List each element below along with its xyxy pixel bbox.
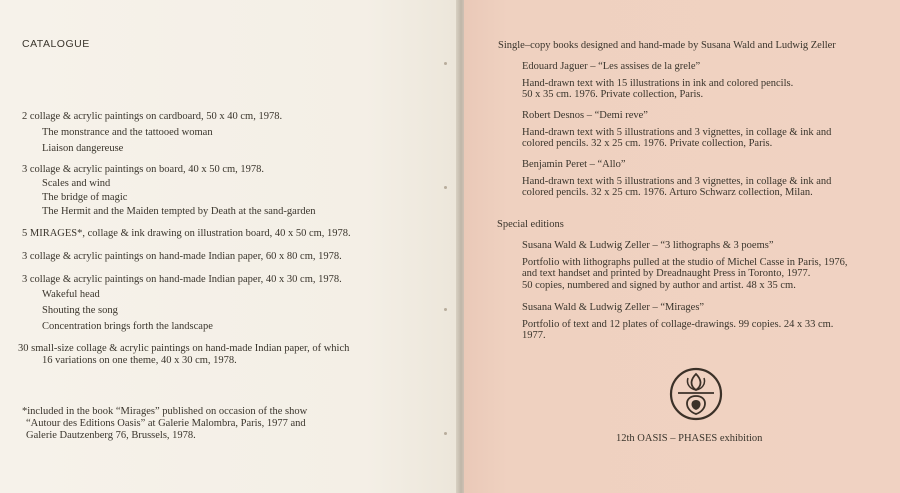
artwork-title: The bridge of magic <box>42 192 128 203</box>
special-edition-title: Susana Wald & Ludwig Zeller – “3 lithographs & 3 poems” <box>522 240 774 251</box>
book-description-line: colored pencils. 32 x 25 cm. 1976. Arturo Schwarz collection, Milan. <box>522 187 813 198</box>
special-edition-line: Portfolio with lithographs pulled at the studio of Michel Casse in Paris, 1976, <box>522 257 848 268</box>
footnote-line: Galerie Dautzenberg 76, Brussels, 1978. <box>26 430 196 441</box>
special-edition-line: 1977. <box>522 330 546 341</box>
book-description-line: Hand-drawn text with 15 illustrations in ink and colored pencils. <box>522 78 794 89</box>
artwork-title: The monstrance and the tattooed woman <box>42 127 213 138</box>
catalogue-group-4-heading: 3 collage & acrylic paintings on hand-made Indian paper, 60 x 80 cm, 1978. <box>22 251 342 262</box>
catalogue-group-1-heading: 2 collage & acrylic paintings on cardboard, 50 x 40 cm, 1978. <box>22 111 283 122</box>
right-page <box>464 0 900 493</box>
artwork-title: The Hermit and the Maiden tempted by Death at the sand-garden <box>42 206 316 217</box>
special-edition-line: Portfolio of text and 12 plates of collage-drawings. 99 copies. 24 x 33 cm. <box>522 319 834 330</box>
oasis-flower-emblem-icon <box>668 366 724 422</box>
special-edition-line: 50 copies, numbered and signed by author and artist. 48 x 35 cm. <box>522 280 796 291</box>
catalogue-heading: CATALOGUE <box>22 38 90 50</box>
book-description-line: Hand-drawn text with 5 illustrations and 3 vignettes, in collage & ink and <box>522 127 832 138</box>
catalogue-group-6-line: 30 small-size collage & acrylic paintings on hand-made Indian paper, of which <box>18 343 350 354</box>
catalogue-group-5-heading: 3 collage & acrylic paintings on hand-made Indian paper, 40 x 30 cm, 1978. <box>22 274 342 285</box>
single-copy-intro: Single–copy books designed and hand-made by Susana Wald and Ludwig Zeller <box>498 40 836 51</box>
binding-hole <box>444 308 447 311</box>
artwork-title: Scales and wind <box>42 178 111 189</box>
binding-hole <box>444 432 447 435</box>
footnote-line: “Autour des Editions Oasis” at Galerie Malombra, Paris, 1977 and <box>26 418 306 429</box>
catalogue-group-3-heading: 5 MIRAGES*, collage & ink drawing on illustration board, 40 x 50 cm, 1978. <box>22 228 351 239</box>
footnote-line: *included in the book “Mirages” published on occasion of the show <box>22 406 308 417</box>
artwork-title: Concentration brings forth the landscape <box>42 321 213 332</box>
catalogue-group-2-heading: 3 collage & acrylic paintings on board, 40 x 50 cm, 1978. <box>22 164 265 175</box>
special-editions-heading: Special editions <box>497 219 564 230</box>
artwork-title: Shouting the song <box>42 305 118 316</box>
book-title: Robert Desnos – “Demi reve” <box>522 110 648 121</box>
book-title: Benjamin Peret – “Allo” <box>522 159 626 170</box>
special-edition-title: Susana Wald & Ludwig Zeller – “Mirages” <box>522 302 705 313</box>
catalogue-group-6-line: 16 variations on one theme, 40 x 30 cm, 1978. <box>42 355 237 366</box>
book-description-line: colored pencils. 32 x 25 cm. 1976. Private collection, Paris. <box>522 138 773 149</box>
book-description-line: Hand-drawn text with 5 illustrations and 3 vignettes, in collage & ink and <box>522 176 832 187</box>
artwork-title: Wakeful head <box>42 289 100 300</box>
book-title: Edouard Jaguer – “Les assises de la grele” <box>522 61 701 72</box>
artwork-title: Liaison dangereuse <box>42 143 124 154</box>
binding-hole <box>444 186 447 189</box>
exhibition-footer: 12th OASIS – PHASES exhibition <box>616 433 763 444</box>
special-edition-line: and text handset and printed by Dreadnaught Press in Toronto, 1977. <box>522 268 811 279</box>
book-description-line: 50 x 35 cm. 1976. Private collection, Paris. <box>522 89 704 100</box>
binding-hole <box>444 62 447 65</box>
